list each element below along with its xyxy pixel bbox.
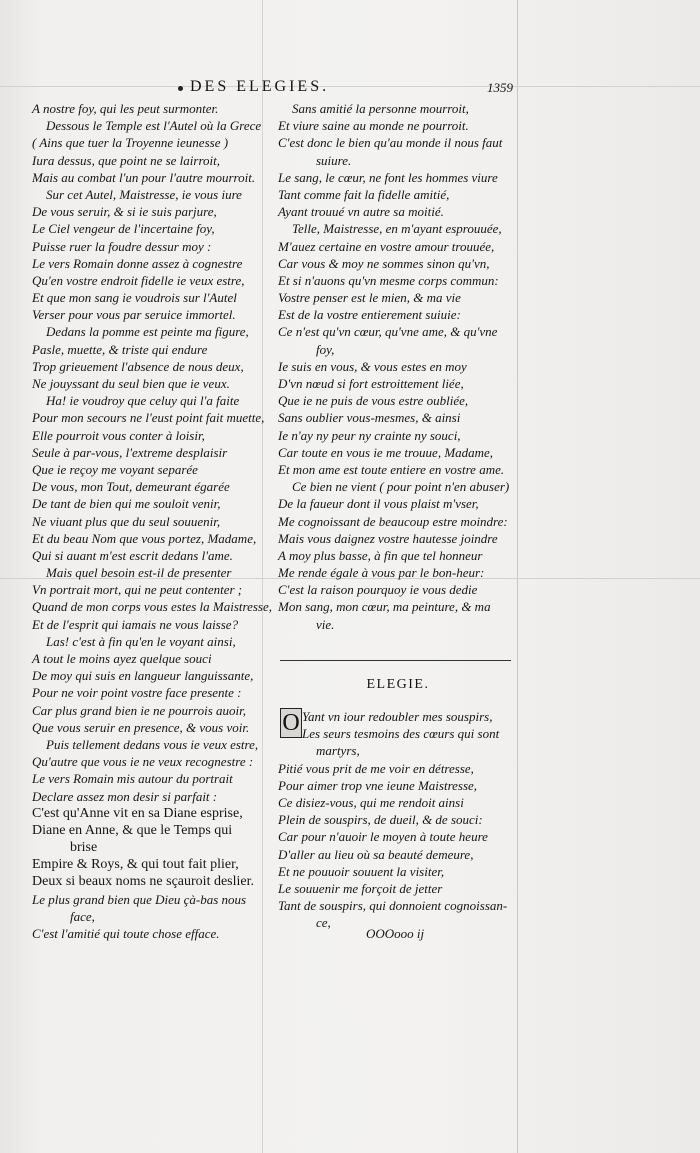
verse-line: ( Ains que tuer la Troyenne ieunesse ) (32, 135, 229, 151)
verse-line: Ce n'est qu'vn cœur, qu'vne ame, & qu'vne (278, 324, 498, 340)
verse-line: Car plus grand bien ie ne pourrois auoir, (32, 702, 247, 718)
verse-line: Est de la vostre entierement suiuie: (278, 307, 461, 323)
verse-line: Ne jouyssant du seul bien que ie veux. (32, 376, 230, 391)
verse-line: Et ne pouuoir souuent la visiter, (278, 863, 445, 879)
verse-line: Sur cet Autel, Maistresse, ie vous iure (46, 186, 242, 202)
verse-line: Deux si beaux noms ne sçauroit deslier. (32, 874, 255, 890)
verse-line: Qui si auant m'est escrit dedans l'ame. (32, 547, 233, 563)
section-rule (280, 660, 511, 661)
verse-line: Declare assez mon desir si parfait : (32, 788, 218, 804)
verse-line: Mais vous daignez vostre hautesse joindre (278, 530, 498, 546)
verse-line: Vn portrait mort, qui ne peut contenter ; (32, 582, 243, 598)
verse-line: Les seurs tesmoins des cœurs qui sont (302, 726, 500, 742)
verse-line: Ie suis en vous, & vous estes en moy (278, 358, 467, 374)
verse-line: Tant de souspirs, qui donnoient cognoissan- (278, 898, 508, 914)
verse-line: A nostre foy, qui les peut surmonter. (32, 101, 219, 116)
verse-line: foy, (316, 341, 335, 357)
verse-line: Que ie ne puis de vous estre oubliée, (278, 393, 469, 409)
verse-line: Ha! ie voudroy que celuy qui l'a faite (46, 393, 240, 409)
header-ornament-dot (178, 86, 183, 91)
verse-line: De vous seruir, & si ie suis parjure, (32, 204, 217, 220)
verse-line: brise (70, 840, 98, 856)
verse-line: Qu'en vostre endroit fidelle ie veux estre, (32, 272, 245, 288)
verse-line: D'vn nœud si fort estroittement liée, (278, 376, 464, 391)
verse-line: Le vers Romain mis autour du portrait (32, 771, 233, 787)
elegie-heading: ELEGIE. (366, 677, 430, 692)
left-verse-column (32, 100, 272, 942)
verse-line: Le vers Romain donne assez à cognestre (32, 255, 243, 271)
verse-line: Telle, Maistresse, en m'ayant esprouuée, (292, 221, 502, 237)
verse-line: Me rende égale à vous par le bon-heur: (278, 565, 485, 581)
page-number: 1359 (487, 80, 513, 95)
verse-line: Ne viuant plus que du seul souuenir, (32, 513, 221, 529)
verse-line: Car vous & moy ne sommes sinon qu'vn, (278, 255, 490, 271)
verse-line: C'est qu'Anne vit en sa Diane esprise, (32, 805, 243, 821)
verse-line: Et que mon sang ie voudrois sur l'Autel (32, 290, 237, 306)
verse-line: Ie n'ay ny peur ny crainte ny souci, (278, 427, 461, 443)
verse-line: Dessous le Temple est l'Autel où la Grece (46, 118, 262, 134)
verse-line: Le sang, le cœur, ne font les hommes viure (278, 169, 498, 185)
verse-line: Sans amitié la personne mourroit, (292, 101, 469, 116)
verse-line: Puis tellement dedans vous ie veux estre, (46, 736, 259, 752)
verse-line: Quand de mon corps vous estes la Maistresse, (32, 599, 272, 615)
verse-line: Ce disiez-vous, qui me rendoit ainsi (278, 794, 464, 810)
verse-line: Et viure saine au monde ne pourroit. (278, 118, 469, 134)
verse-line: face, (70, 908, 95, 924)
verse-line: Trop grieuement l'absence de nous deux, (32, 358, 244, 374)
verse-line: Pasle, muette, & triste qui endure (32, 341, 208, 357)
verse-line: Qu'autre que vous ie ne veux recognestre : (32, 754, 254, 770)
verse-line: Mais quel besoin est-il de presenter (46, 565, 232, 581)
verse-line: Car toute en vous ie me trouue, Madame, (278, 444, 494, 460)
verse-line: De la faueur dont il vous plaist m'vser, (278, 496, 479, 512)
verse-line: De tant de bien qui me souloit venir, (32, 496, 221, 512)
verse-line: Diane en Anne, & que le Temps qui (32, 822, 233, 838)
verse-line: vie. (316, 616, 335, 632)
verse-line: martyrs, (316, 743, 360, 759)
verse-line: suiure. (316, 152, 352, 168)
running-header: DES ELEGIES. (190, 78, 330, 95)
verse-line: Et mon ame est toute entiere en vostre ame. (278, 461, 505, 477)
verse-line: Pour ne voir point vostre face presente : (32, 685, 242, 701)
verse-line: A tout le moins ayez quelque souci (32, 651, 212, 666)
verse-line: Puisse ruer la foudre dessur moy : (32, 238, 212, 254)
drop-capital: O (280, 708, 302, 738)
verse-line: Que vous seruir en presence, & vous voir. (32, 719, 250, 735)
verse-line: Yant vn iour redoubler mes souspirs, (302, 709, 493, 724)
verse-line: Las! c'est à fin qu'en le voyant ainsi, (46, 633, 236, 649)
verse-line: A moy plus basse, à fin que tel honneur (278, 547, 483, 563)
verse-line: M'auez certaine en vostre amour trouuée, (278, 238, 495, 254)
verse-line: Vostre penser est le mien, & ma vie (278, 290, 461, 306)
right-verse-column (278, 100, 518, 633)
verse-line: Ce bien ne vient ( pour point n'en abuser) (292, 479, 510, 495)
verse-line: Et de l'esprit qui iamais ne vous laisse? (32, 616, 239, 632)
verse-line: Tant comme fait la fidelle amitié, (278, 186, 450, 202)
verse-line: Verser pour vous par seruice immortel. (32, 307, 236, 323)
page-crease-top (0, 86, 700, 87)
verse-line: D'aller au lieu où sa beauté demeure, (278, 846, 474, 862)
verse-line: Iura dessus, que point ne se lairroit, (32, 152, 221, 168)
verse-line: Le plus grand bien que Dieu çà-bas nous (32, 891, 247, 907)
verse-line: Que ie reçoy me voyant separée (32, 461, 198, 477)
verse-line: Car pour n'auoir le moyen à toute heure (278, 829, 488, 845)
signature-mark: OOOooo ij (366, 926, 425, 941)
verse-line: De moy qui suis en langueur languissante, (32, 668, 254, 684)
verse-line: Et si n'auons qu'vn mesme corps commun: (278, 272, 499, 288)
verse-line: Le Ciel vengeur de l'incertaine foy, (32, 221, 215, 237)
verse-line: Pour mon secours ne l'eust point fait muette, (32, 410, 265, 426)
verse-line: Mais au combat l'un pour l'autre mourroit. (32, 169, 256, 185)
verse-line: Ayant trouué vn autre sa moitié. (278, 204, 444, 220)
verse-line: Sans oublier vous-mesmes, & ainsi (278, 410, 461, 426)
verse-line: Mon sang, mon cœur, ma peinture, & ma (278, 599, 491, 615)
verse-line: Dedans la pomme est peinte ma figure, (46, 324, 249, 340)
verse-line: Pour aimer trop vne ieune Maistresse, (278, 777, 478, 793)
verse-line: De vous, mon Tout, demeurant égarée (32, 479, 230, 495)
verse-line: C'est donc le bien qu'au monde il nous faut (278, 135, 503, 151)
verse-line: Elle pourroit vous conter à loisir, (32, 427, 205, 443)
verse-line: Empire & Roys, & qui tout fait plier, (32, 857, 239, 873)
verse-line: Le souuenir me forçoit de jetter (278, 880, 443, 896)
verse-line: Me cognoissant de beaucoup estre moindre: (278, 513, 508, 529)
elegie-verse-column (278, 708, 518, 931)
verse-line: ce, (316, 915, 331, 931)
verse-line: Seule à par-vous, l'extreme desplaisir (32, 444, 228, 460)
verse-line: Et du beau Nom que vous portez, Madame, (32, 530, 257, 546)
verse-line: C'est la raison pourquoy ie vous dedie (278, 582, 478, 598)
verse-line: Plein de souspirs, de dueil, & de souci: (278, 812, 483, 828)
verse-line: C'est l'amitié qui toute chose efface. (32, 926, 220, 941)
verse-line: Pitié vous prit de me voir en détresse, (278, 760, 474, 776)
